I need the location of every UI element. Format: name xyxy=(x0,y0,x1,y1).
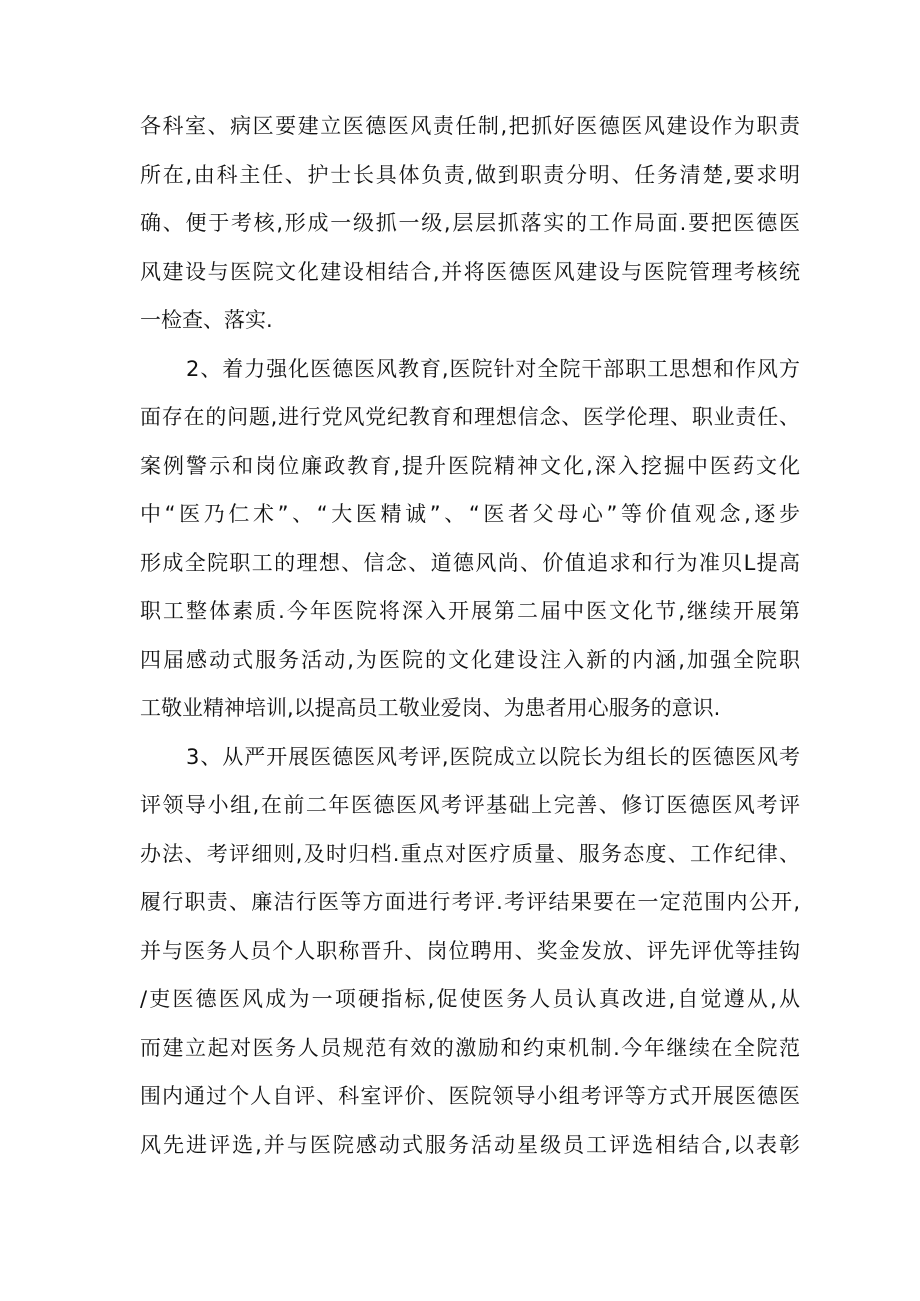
paragraph-line: 并与医务人员个人职称晋升、岗位聘用、奖金发放、评先评优等挂钩 xyxy=(140,938,800,963)
paragraph-line: 形成全院职工的理想、信念、道德风尚、价值追求和行为准贝L提高 xyxy=(140,550,800,575)
paragraph-2 xyxy=(140,345,800,733)
paragraph-line: 风建设与医院文化建设相结合,并将医德医风建设与医院管理考核统 xyxy=(140,259,800,284)
paragraph-line: 工敬业精神培训,以提高员工敬业爱岗、为患者用心服务的意识. xyxy=(140,696,721,720)
paragraph-3 xyxy=(140,733,800,1170)
paragraph-line: 一检查、落实. xyxy=(140,308,273,332)
paragraph-line: /吏医德医风成为一项硬指标,促使医务人员认真改进,自觉遵从,从 xyxy=(140,987,800,1011)
paragraph-line: 中“医乃仁术”、“大医精诚”、“医者父母心”等价值观念,逐步 xyxy=(140,502,800,526)
paragraph-line: 2、着力强化医德医风教育,医院针对全院干部职工思想和作风方 xyxy=(186,356,800,381)
paragraph-line: 案例警示和岗位廉政教育,提升医院精神文化,深入挖掘中医药文化 xyxy=(140,453,800,478)
paragraph-line: 履行职责、廉洁行医等方面进行考评.考评结果要在一定范围内公开, xyxy=(140,890,800,914)
paragraph-line: 风先进评选,并与医院感动式服务活动星级员工评选相结合,以表彰 xyxy=(140,1132,800,1157)
paragraph-line: 评领导小组,在前二年医德医风考评基础上完善、修订医德医风考评 xyxy=(140,793,800,817)
paragraph-line: 确、便于考核,形成一级抓一级,层层抓落实的工作局面.要把医德医 xyxy=(140,211,800,235)
paragraph-line: 所在,由科主任、护士长具体负责,做到职责分明、任务清楚,要求明 xyxy=(140,162,800,187)
paragraph-line: 3、从严开展医德医风考评,医院成立以院长为组长的医德医风考 xyxy=(186,744,800,769)
paragraph-line: 而建立起对医务人员规范有效的激励和约束机制.今年继续在全院范 xyxy=(140,1035,800,1060)
paragraph-line: 面存在的问题,进行党风党纪教育和理想信念、医学伦理、职业责任、 xyxy=(140,405,800,429)
paragraph-1 xyxy=(140,102,800,345)
paragraph-line: 办法、考评细则,及时归档.重点对医疗质量、服务态度、工作纪律、 xyxy=(140,841,800,866)
paragraph-line: 四届感动式服务活动,为医院的文化建设注入新的内涵,加强全院职 xyxy=(140,647,800,672)
paragraph-line: 各科室、病区要建立医德医风责任制,把抓好医德医风建设作为职责 xyxy=(140,114,800,138)
paragraph-line: 职工整体素质.今年医院将深入开展第二届中医文化节,继续开展第 xyxy=(140,599,800,623)
document-body xyxy=(140,102,800,1169)
paragraph-line: 围内通过个人自评、科室评价、医院领导小组考评等方式开展医德医 xyxy=(140,1084,800,1108)
